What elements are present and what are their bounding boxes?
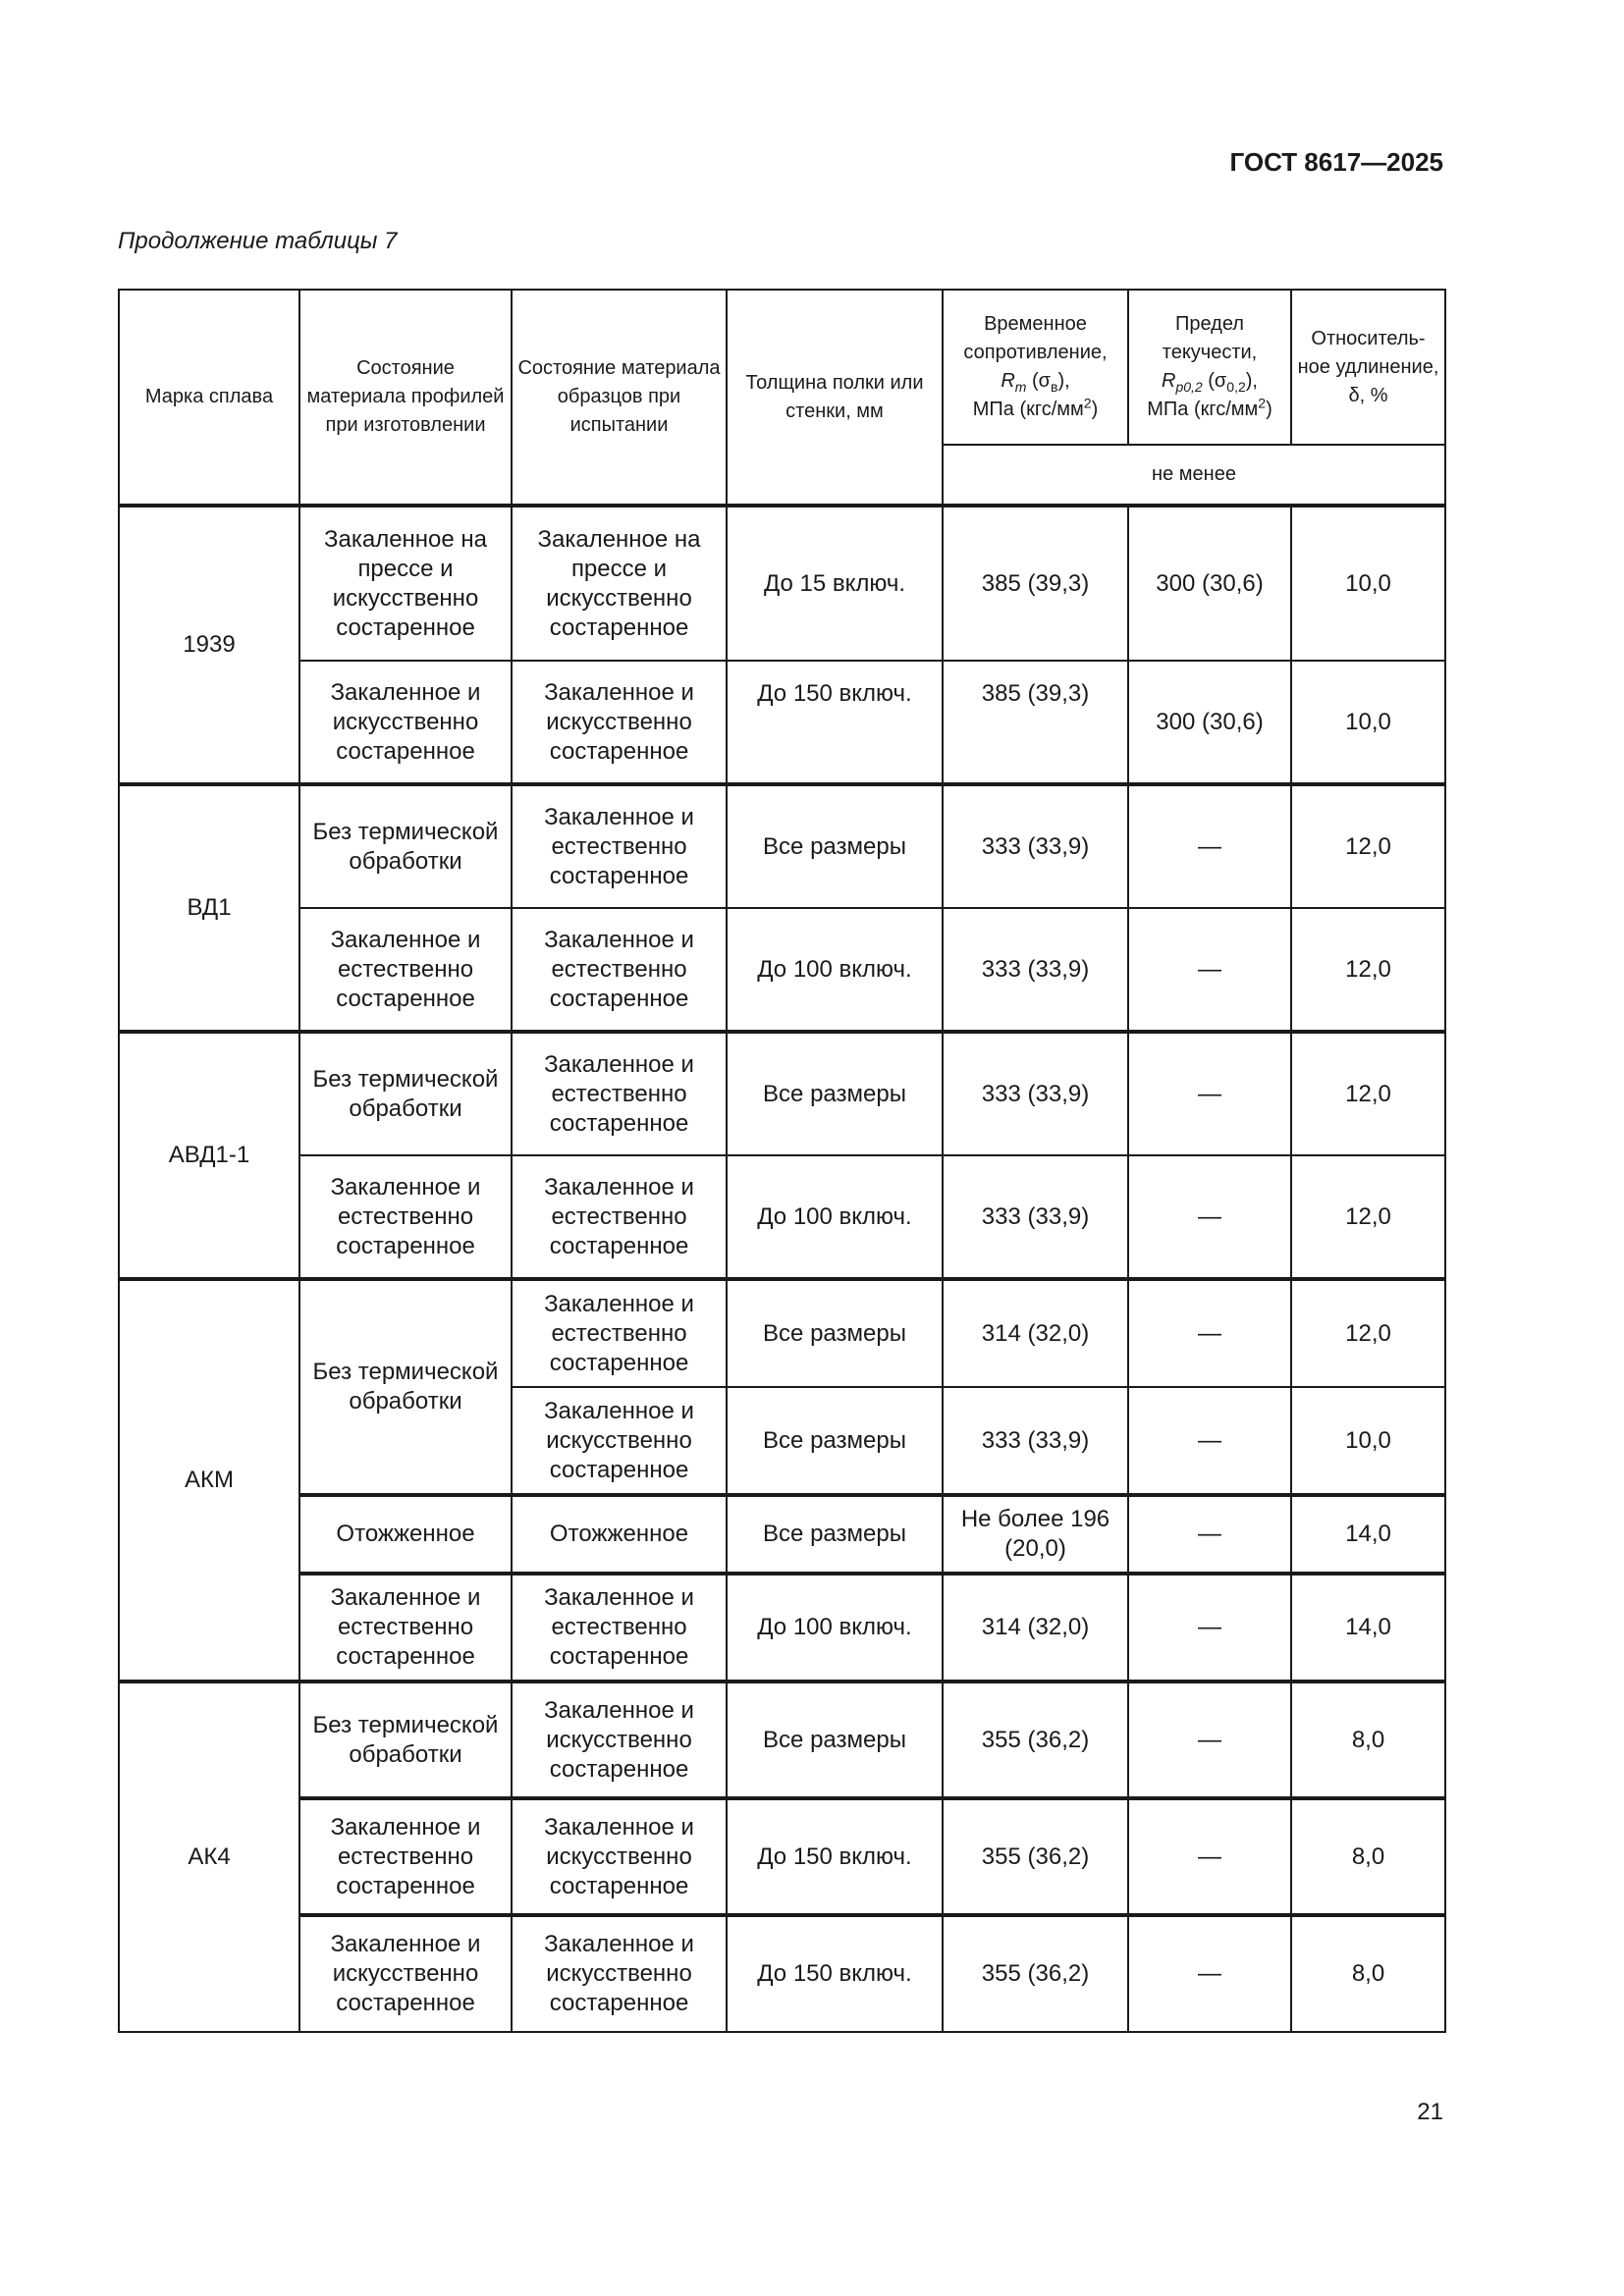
sample-state-cell: Закаленное и естественно состаренное — [512, 908, 727, 1032]
table-row — [119, 1682, 1445, 1798]
table-row — [119, 506, 1445, 661]
yield-cell: — — [1128, 1279, 1291, 1387]
header-elongation: Относитель-ное удлинение, δ, % — [1291, 290, 1445, 445]
elongation-cell: 10,0 — [1291, 1387, 1445, 1495]
thickness-cell: До 150 включ. — [727, 661, 943, 784]
profile-state-cell: Без термической обработки — [299, 1279, 512, 1495]
thickness-cell: До 15 включ. — [727, 506, 943, 661]
yield-cell: — — [1128, 1915, 1291, 2032]
table-row — [119, 1495, 1445, 1574]
header-yield-d: ), — [1245, 370, 1258, 392]
profile-state-cell: Без термической обработки — [299, 1032, 512, 1155]
thickness-cell: До 100 включ. — [727, 908, 943, 1032]
elongation-cell: 14,0 — [1291, 1495, 1445, 1574]
header-yield-sup: 2 — [1258, 395, 1267, 411]
header-row — [119, 290, 1445, 445]
header-tensile-a: Временное сопротивление, — [963, 313, 1108, 363]
grade-cell: АКМ — [119, 1279, 299, 1682]
profile-state-cell: Закаленное на прессе и искусственно состаренное — [299, 506, 512, 661]
sample-state-cell: Закаленное и искусственно состаренное — [512, 1682, 727, 1798]
yield-cell: — — [1128, 1155, 1291, 1279]
thickness-cell: До 100 включ. — [727, 1155, 943, 1279]
tensile-cell: 385 (39,3) — [943, 506, 1128, 661]
header-yield-sub — [1175, 379, 1202, 395]
header-tensile-e: МПа (кгс/мм — [972, 399, 1084, 420]
thickness-cell: Все размеры — [727, 1495, 943, 1574]
header-tensile-sub-text: m — [1014, 379, 1027, 395]
tensile-cell: 333 (33,9) — [943, 1387, 1128, 1495]
table-row — [119, 1798, 1445, 1915]
profile-state-cell: Закаленное и естественно состаренное — [299, 1574, 512, 1682]
profile-state-cell: Закаленное и естественно состаренное — [299, 908, 512, 1032]
header-tensile-f: ) — [1091, 399, 1099, 420]
sample-state-cell: Закаленное и естественно состаренное — [512, 1574, 727, 1682]
document-code: ГОСТ 8617—2025 — [1229, 147, 1443, 177]
tensile-cell: 333 (33,9) — [943, 784, 1128, 908]
yield-cell: — — [1128, 784, 1291, 908]
sample-state-cell: Закаленное и искусственно состаренное — [512, 661, 727, 784]
elongation-cell: 8,0 — [1291, 1915, 1445, 2032]
tensile-cell: 333 (33,9) — [943, 1155, 1128, 1279]
yield-cell: — — [1128, 1574, 1291, 1682]
thickness-cell: До 150 включ. — [727, 1915, 943, 2032]
header-yield-symbol: R — [1162, 370, 1176, 392]
yield-cell: — — [1128, 908, 1291, 1032]
thickness-cell: Все размеры — [727, 784, 943, 908]
grade-cell: 1939 — [119, 506, 299, 784]
header-profile-state: Состояние материала профилей при изготовлении — [299, 290, 512, 506]
table-row — [119, 1574, 1445, 1682]
profile-state-cell: Закаленное и естественно состаренное — [299, 1798, 512, 1915]
tensile-cell: 385 (39,3) — [943, 661, 1128, 784]
tensile-cell: Не более 196 (20,0) — [943, 1495, 1128, 1574]
header-yield-a: Предел текучести, — [1162, 313, 1258, 363]
table-row — [119, 1032, 1445, 1155]
yield-cell: 300 (30,6) — [1128, 506, 1291, 661]
thickness-cell: Все размеры — [727, 1279, 943, 1387]
tensile-cell: 355 (36,2) — [943, 1798, 1128, 1915]
elongation-cell: 12,0 — [1291, 1279, 1445, 1387]
elongation-cell: 12,0 — [1291, 1155, 1445, 1279]
profile-state-cell: Без термической обработки — [299, 784, 512, 908]
grade-cell: ВД1 — [119, 784, 299, 1032]
header-yield-c: (σ — [1202, 370, 1227, 392]
header-tensile-sup: 2 — [1083, 395, 1092, 411]
thickness-cell: До 100 включ. — [727, 1574, 943, 1682]
yield-cell: — — [1128, 1798, 1291, 1915]
header-thickness: Толщина полки или стенки, мм — [727, 290, 943, 506]
grade-cell: АВД1-1 — [119, 1032, 299, 1279]
tensile-cell: 355 (36,2) — [943, 1682, 1128, 1798]
sample-state-cell: Закаленное и естественно состаренное — [512, 1032, 727, 1155]
table-row — [119, 1915, 1445, 2032]
sample-state-cell: Закаленное и естественно состаренное — [512, 1279, 727, 1387]
yield-cell: 300 (30,6) — [1128, 661, 1291, 784]
header-tensile-c: (σ — [1026, 370, 1052, 392]
yield-cell: — — [1128, 1682, 1291, 1798]
header-sample-state: Состояние материала образцов при испытании — [512, 290, 727, 506]
elongation-cell: 10,0 — [1291, 506, 1445, 661]
thickness-cell: Все размеры — [727, 1387, 943, 1495]
tensile-cell: 333 (33,9) — [943, 1032, 1128, 1155]
header-yield-f: ) — [1266, 399, 1272, 420]
sample-state-cell: Закаленное и искусственно состаренное — [512, 1387, 727, 1495]
properties-table — [118, 289, 1446, 2033]
elongation-cell: 14,0 — [1291, 1574, 1445, 1682]
sample-state-cell: Закаленное и искусственно состаренное — [512, 1798, 727, 1915]
thickness-cell: Все размеры — [727, 1682, 943, 1798]
header-yield-sub-text: p0,2 — [1175, 379, 1203, 395]
tensile-cell: 314 (32,0) — [943, 1279, 1128, 1387]
elongation-cell: 10,0 — [1291, 661, 1445, 784]
table-row — [119, 784, 1445, 908]
grade-cell: АК4 — [119, 1682, 299, 2032]
page-number: 21 — [1417, 2099, 1443, 2125]
tensile-cell: 355 (36,2) — [943, 1915, 1128, 2032]
profile-state-cell: Закаленное и искусственно состаренное — [299, 1915, 512, 2032]
tensile-cell: 333 (33,9) — [943, 908, 1128, 1032]
header-tensile-symbol: R — [1001, 370, 1015, 392]
header-yield-csub: 0,2 — [1226, 379, 1246, 395]
header-tensile-strength — [943, 290, 1128, 445]
table-row — [119, 661, 1445, 784]
table-caption: Продолжение таблицы 7 — [118, 228, 398, 254]
table-row — [119, 1279, 1445, 1387]
thickness-cell: До 150 включ. — [727, 1798, 943, 1915]
sample-state-cell: Отожженное — [512, 1495, 727, 1574]
header-yield-e: МПа (кгс/мм — [1147, 399, 1259, 420]
header-tensile-csub: в — [1051, 379, 1058, 395]
sample-state-cell: Закаленное и естественно состаренное — [512, 784, 727, 908]
header-yield-strength — [1128, 290, 1291, 445]
profile-state-cell: Закаленное и естественно состаренное — [299, 1155, 512, 1279]
header-grade: Марка сплава — [119, 290, 299, 506]
profile-state-cell: Без термической обработки — [299, 1682, 512, 1798]
elongation-cell: 12,0 — [1291, 784, 1445, 908]
yield-cell: — — [1128, 1032, 1291, 1155]
thickness-cell: Все размеры — [727, 1032, 943, 1155]
yield-cell: — — [1128, 1495, 1291, 1574]
sample-state-cell: Закаленное и искусственно состаренное — [512, 1915, 727, 2032]
header-tensile-sub — [1015, 379, 1027, 395]
header-min-note: не менее — [943, 445, 1445, 506]
table-row — [119, 1155, 1445, 1279]
profile-state-cell: Отожженное — [299, 1495, 512, 1574]
profile-state-cell: Закаленное и искусственно состаренное — [299, 661, 512, 784]
sample-state-cell: Закаленное на прессе и искусственно состаренное — [512, 506, 727, 661]
elongation-cell: 12,0 — [1291, 908, 1445, 1032]
header-tensile-d: ), — [1057, 370, 1070, 392]
elongation-cell: 8,0 — [1291, 1682, 1445, 1798]
elongation-cell: 8,0 — [1291, 1798, 1445, 1915]
sample-state-cell: Закаленное и естественно состаренное — [512, 1155, 727, 1279]
table-row — [119, 908, 1445, 1032]
elongation-cell: 12,0 — [1291, 1032, 1445, 1155]
yield-cell: — — [1128, 1387, 1291, 1495]
tensile-cell: 314 (32,0) — [943, 1574, 1128, 1682]
